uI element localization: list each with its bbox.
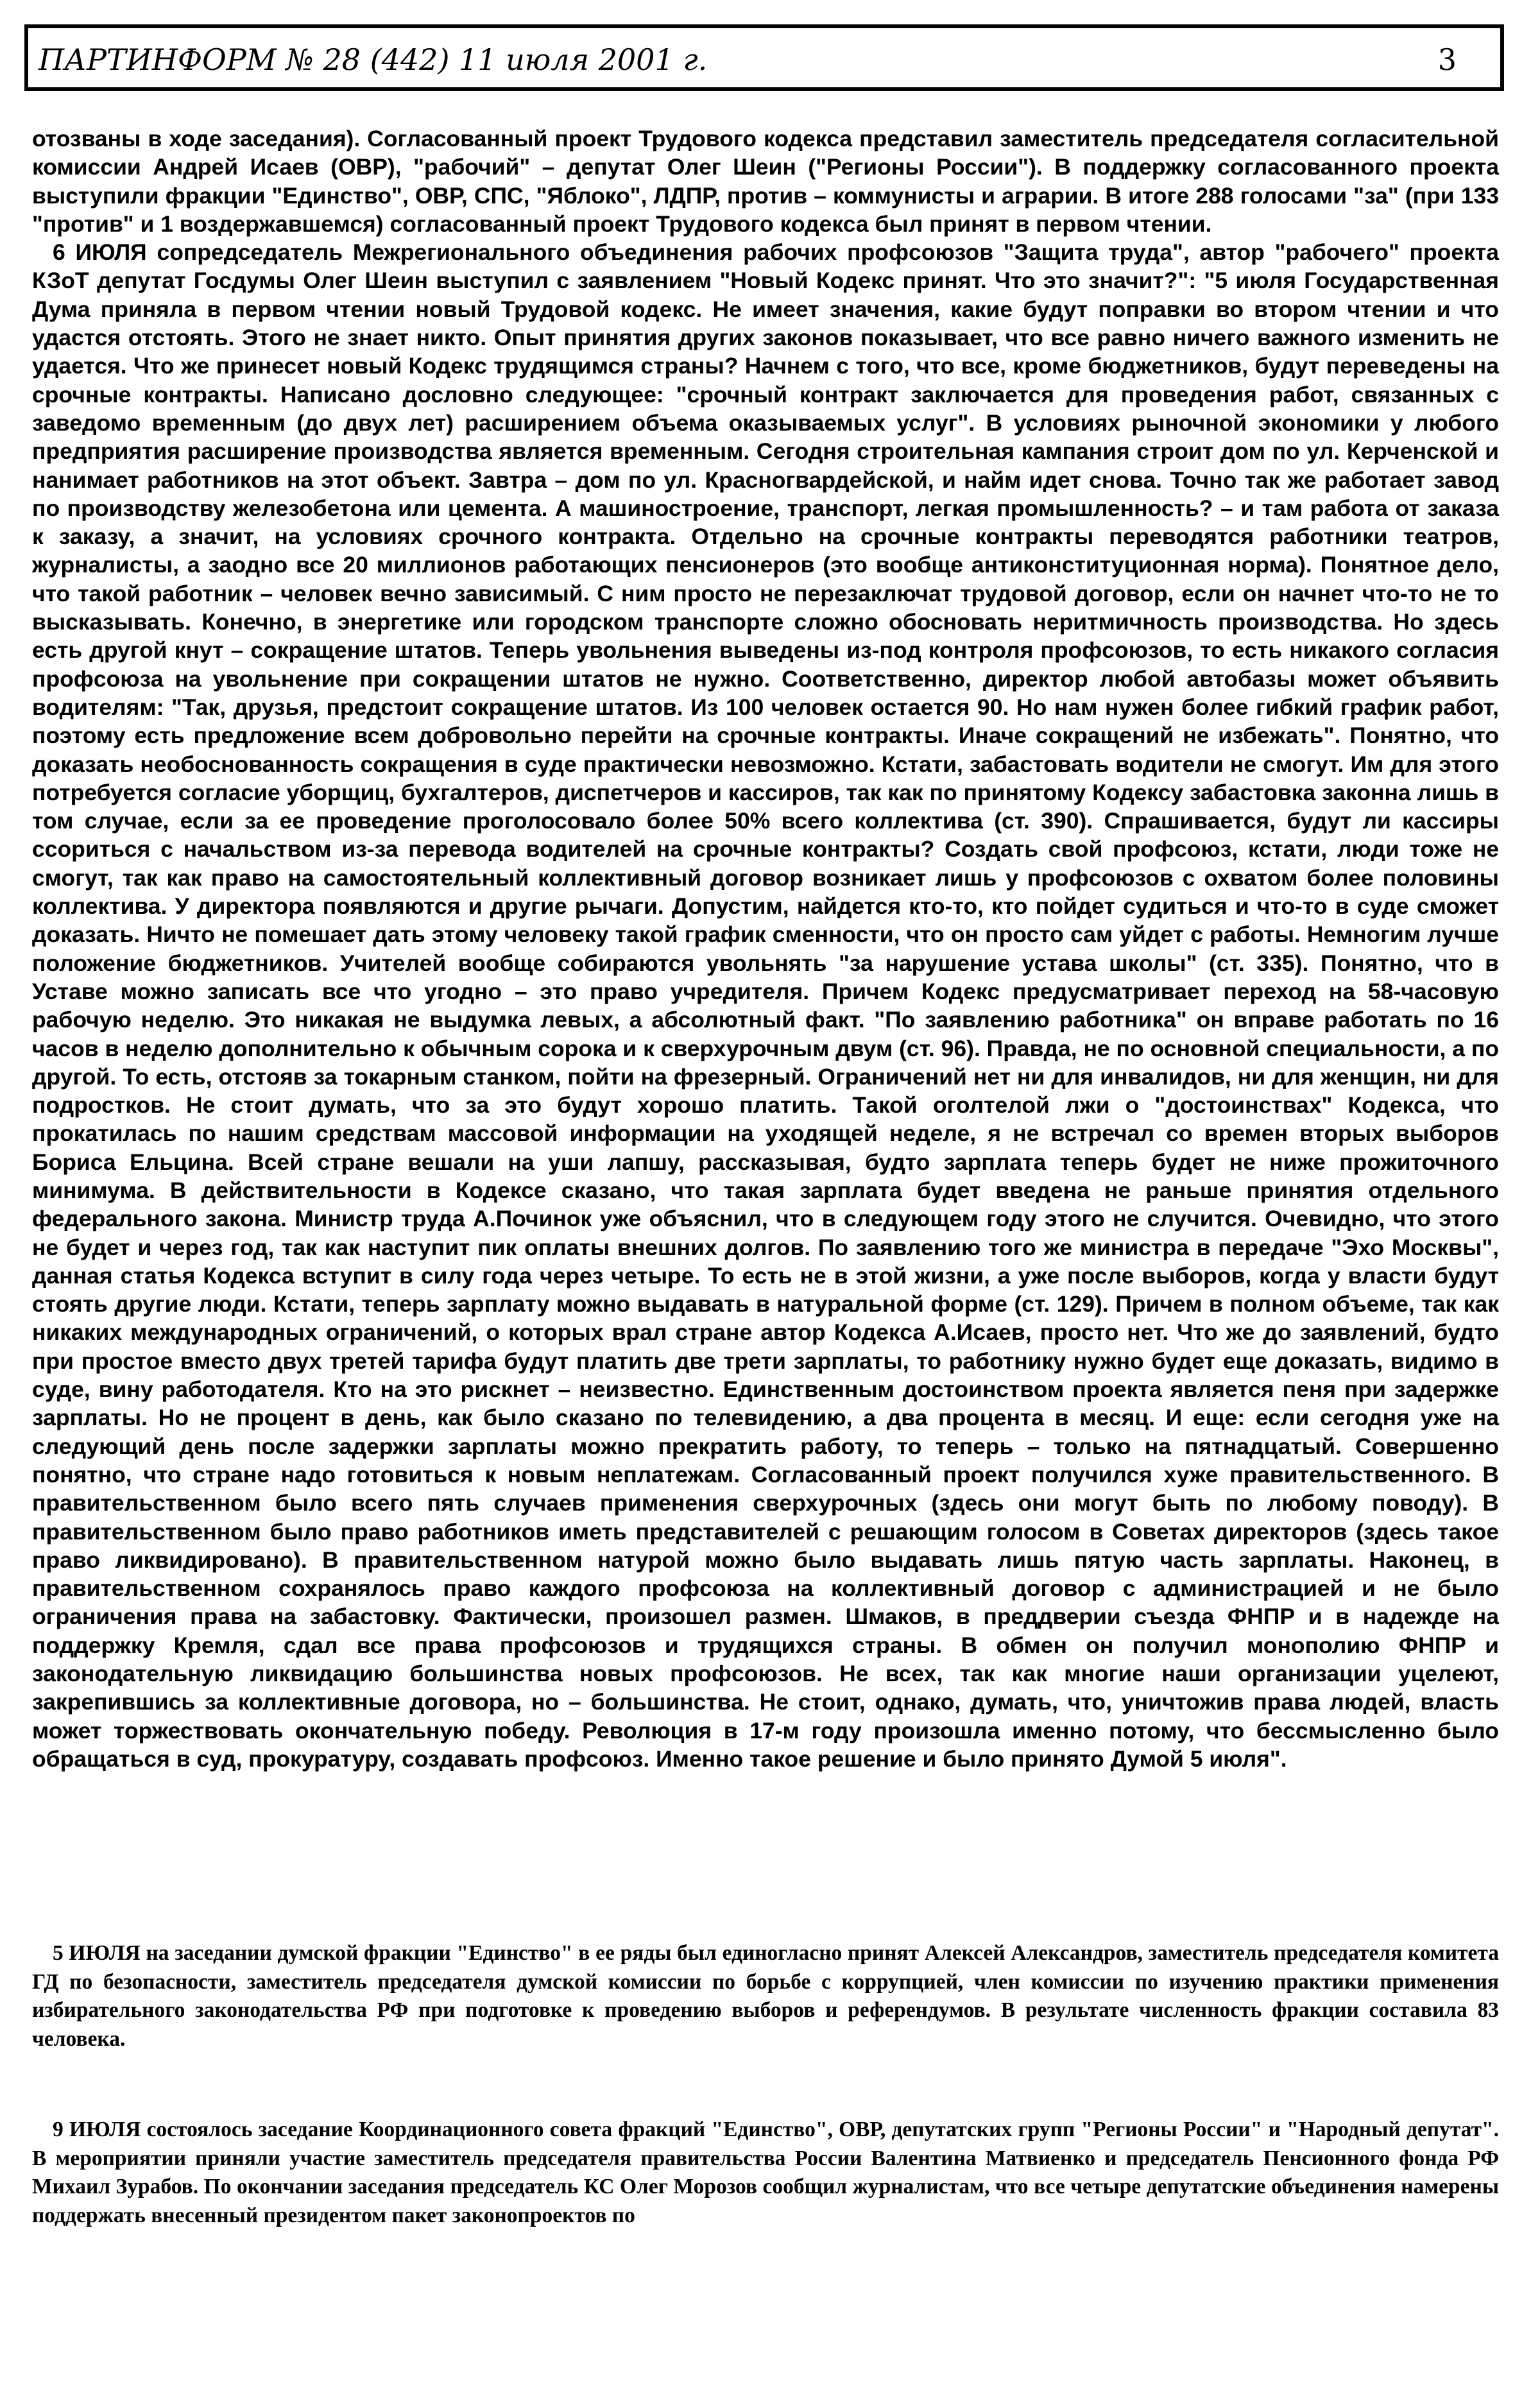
news-item-july-9: 9 ИЮЛЯ состоялось заседание Координационного совета фракций "Единство", ОВР, депутатских групп "Регионы России" и "Народный депутат". В мероприятии приняли участие заместитель председателя правительства России Валентина Матвиенко и председатель Пенсионного фонда РФ Михаил Зурабов. По окончании заседания председатель КС Олег Морозов сообщил журналистам, что все четыре депутатские объединения намерены поддержать внесенный президентом пакет законопроектов по	[32, 2118, 1499, 2227]
paragraph-continuation: отозваны в ходе заседания). Согласованный проект Трудового кодекса представил заместитель председателя согласительной комиссии Андрей Исаев (ОВР), "рабочий" – депутат Олег Шеин ("Регионы России"). В поддержку согласованного проекта выступили фракции "Единство", ОВР, СПС, "Яблоко", ЛДПР, против – коммунисты и аграрии. В итоге 288 голосами "за" (при 133 "против" и 1 воздержавшемся) согласованный проект Трудового кодекса был принят в первом чтении.	[32, 126, 1499, 237]
page-header	[24, 24, 1504, 91]
article-body	[32, 124, 1499, 1773]
news-item-july-5: 5 ИЮЛЯ на заседании думской фракции "Единство" в ее ряды был единогласно принят Алексей Александров, заместитель председателя комитета ГД по безопасности, заместитель председателя думской комиссии по борьбе с коррупцией, член комиссии по изучению практики применения избирательного законодательства РФ при подготовке к проведению выборов и референдумов. В результате численность фракции составила 83 человека.	[32, 1941, 1499, 2051]
page-number: 3	[1437, 42, 1457, 77]
publication-title: ПАРТИНФОРМ № 28 (442) 11 июля 2001 г.	[38, 42, 708, 77]
paragraph-shein-statement: 6 ИЮЛЯ сопредседатель Межрегионального объединения рабочих профсоюзов "Защита труда", автор "рабочего" проекта КЗоТ депутат Госдумы Олег Шеин выступил с заявлением "Новый Кодекс принят. Что это значит?": "5 июля Государственная Дума приняла в первом чтении новый Трудовой кодекс. Не имеет значения, какие будут поправки во втором чтении и что удастся отстоять. Этого не знает никто. Опыт принятия других законов показывает, что все равно ничего важного изменить не удается. Что же принесет новый Кодекс трудящимся страны? Начнем с того, что все, кроме бюджетников, будут переведены на срочные контракты. Написано дословно следующее: "срочный контракт заключается для проведения работ, связанных с заведомо временным (до двух лет) расширением объема оказываемых услуг". В условиях рыночной экономики у любого предприятия расширение производства является временным. Сегодня строительная кампания строит дом по ул. Керченской и нанимает работников на этот объект. Завтра – дом по ул. Красногвардейской, и найм идет снова. Точно так же работает завод по производству железобетона или цемента. А машиностроение, транспорт, легкая промышленность? – и там работа от заказа к заказу, а значит, на условиях срочного контракта. Отдельно на срочные контракты переводятся работники театров, журналисты, а заодно все 20 миллионов работающих пенсионеров (это вообще антиконституционная норма). Понятное дело, что такой работник – человек вечно зависимый. С ним просто не перезаключат трудовой договор, если он начнет что-то не то высказывать. Конечно, в энергетике или городском транспорте сложно обосновать неритмичность производства. Но здесь есть другой кнут – сокращение штатов. Теперь увольнения выведены из-под контроля профсоюзов, то есть никакого согласия профсоюза на увольнение при сокращении штатов не нужно. Соответственно, директор любой автобазы может объявить водителям: "Так, друзья, предстоит сокращение штатов. Из 100 человек остается 90. Но нам нужен более гибкий график работ, поэтому есть предложение всем добровольно перейти на срочные контракты. Иначе сокращений не избежать". Понятно, что доказать необоснованность сокращения в суде практически невозможно. Кстати, забастовать водители не смогут. Им для этого потребуется согласие уборщиц, бухгалтеров, диспетчеров и кассиров, так как по принятому Кодексу забастовка законна лишь в том случае, если за ее проведение проголосовало более 50% всего коллектива (ст. 390). Спрашивается, будут ли кассиры ссориться с начальством из-за перевода водителей на срочные контракты? Создать свой профсоюз, кстати, люди тоже не смогут, так как право на самостоятельный коллективный договор возникает лишь у профсоюзов с охватом более половины коллектива. У директора появляются и другие рычаги. Допустим, найдется кто-то, кто пойдет судиться и что-то в суде сможет доказать. Ничто не помешает дать этому человеку такой график сменности, что он просто сам уйдет с работы. Немногим лучше положение бюджетников. Учителей вообще собираются увольнять "за нарушение устава школы" (ст. 335). Понятно, что в Уставе можно записать все что угодно – это право учредителя. Причем Кодекс предусматривает переход на 58-часовую рабочую неделю. Это никакая не выдумка левых, а абсолютный факт. "По заявлению работника" он вправе работать по 16 часов в неделю дополнительно к обычным сорока и к сверхурочным двум (ст. 96). Правда, не по основной специальности, а по другой. То есть, отстояв за токарным станком, пойти на фрезерный. Ограничений нет ни для инвалидов, ни для женщин, ни для подростков. Не стоит думать, что за это будут хорошо платить. Такой оголтелой лжи о "достоинствах" Кодекса, что прокатилась по нашим средствам массовой информации на уходящей неделе, я не встречал со времен вторых выборов Бориса Ельцина. Всей стране вешали на уши лапшу, рассказывая, будто зарплата теперь будет не ниже прожиточного минимума. В действительности в Кодексе сказано, что такая зарплата будет введена не раньше принятия отдельного федерального закона. Министр труда А.Починок уже объяснил, что в следующем году этого не случится. Очевидно, что этого не будет и через год, так как наступит пик оплаты внешних долгов. По заявлению того же министра в передаче "Эхо Москвы", данная статья Кодекса вступит в силу года через четыре. То есть не в этой жизни, а уже после выборов, когда у власти будут стоять другие люди. Кстати, теперь зарплату можно выдавать в натуральной форме (ст. 129). Причем в полном объеме, так как никаких международных ограничений, о которых врал стране автор Кодекса А.Исаев, просто нет. Что же до заявлений, будто при простое вместо двух третей тарифа будут платить две трети зарплаты, то работнику нужно будет еще доказать, видимо в суде, вину работодателя. Кто на это рискнет – неизвестно. Единственным достоинством проекта является пеня при задержке зарплаты. Но не процент в день, как было сказано по телевидению, а два процента в месяц. И еще: если сегодня уже на следующий день после задержки зарплаты можно прекратить работу, то теперь – только на пятнадцатый. Совершенно понятно, что стране надо готовиться к новым неплатежам. Согласованный проект получился хуже правительственного. В правительственном было всего пять случаев применения сверхурочных (здесь они могут быть по любому поводу). В правительственном было право работников иметь представителей с решающим голосом в Советах директоров (здесь такое право ликвидировано). В правительственном натурой можно было выдавать лишь пятую часть зарплаты. Наконец, в правительственном сохранялось право каждого профсоюза на коллективный договор с администрацией и не было ограничения права на забастовку. Фактически, произошел размен. Шмаков, в преддверии съезда ФНПР и в надежде на поддержку Кремля, сдал все права профсоюзов и трудящихся страны. В обмен он получил монополию ФНПР и законодательную ликвидацию большинства новых профсоюзов. Не всех, так как многие наши организации уцелеют, закрепившись за коллективные договора, но – большинства. Не стоит, однако, думать, что, уничтожив права людей, власть может торжествовать окончательную победу. Революция в 17-м году произошла именно потому, что бессмысленно было обращаться в суд, прокуратуру, создавать профсоюз. Именно такое решение и было принято Думой 5 июля".	[32, 239, 1499, 1772]
